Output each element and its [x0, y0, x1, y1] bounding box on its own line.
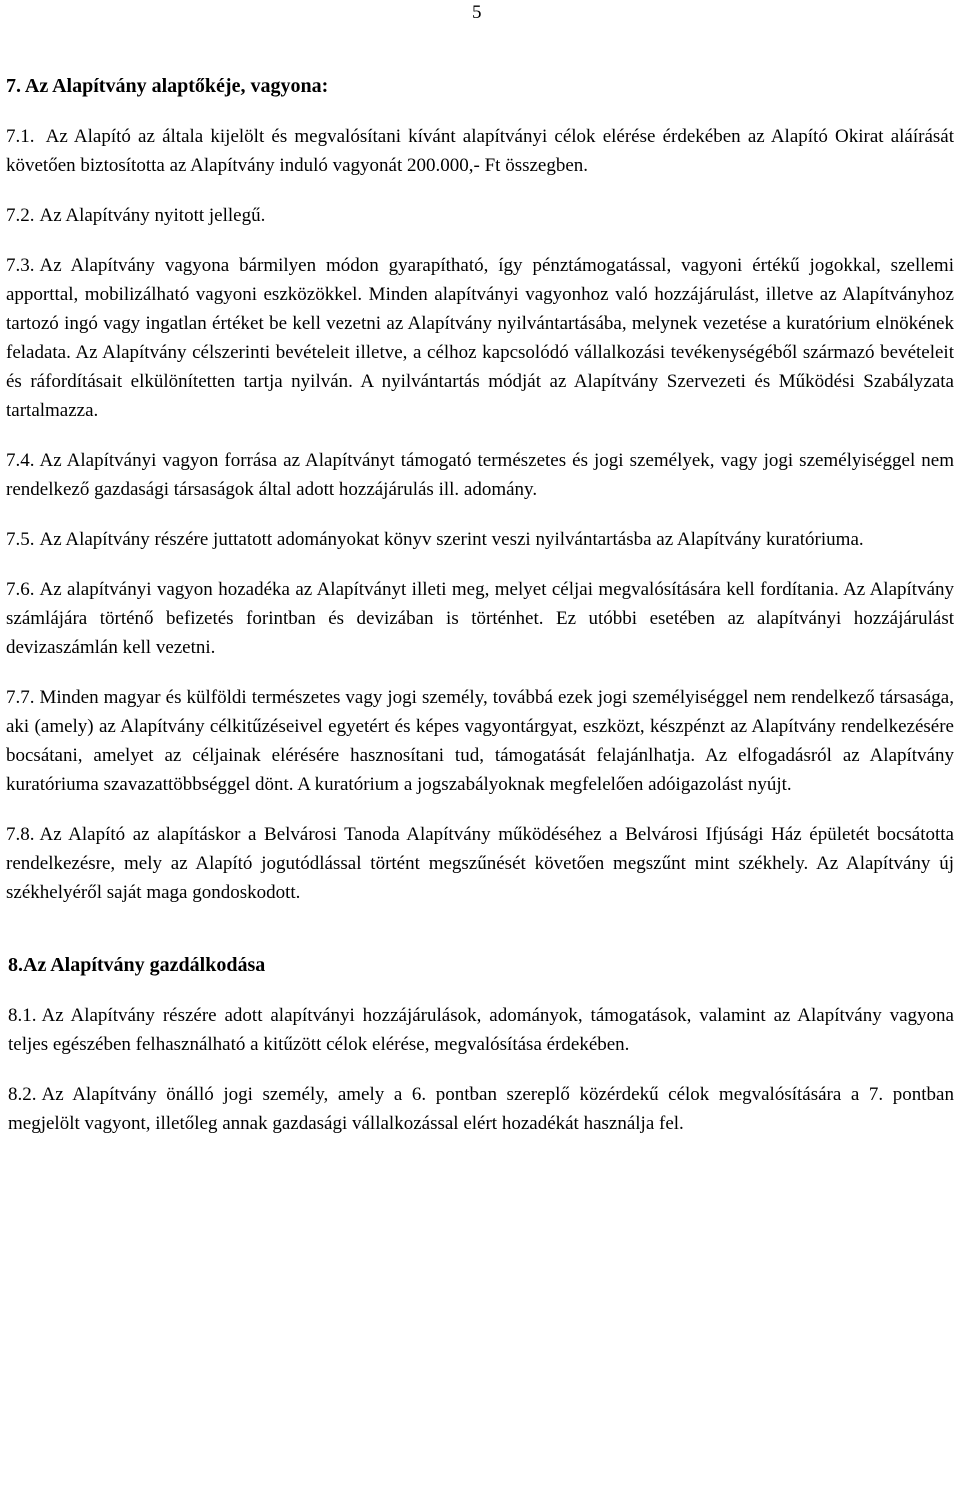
paragraph-7-3 — [6, 251, 954, 425]
paragraph-7-6 — [6, 575, 954, 662]
paragraph-7-1 — [6, 122, 954, 180]
paragraph-text: Az Alapító az általa kijelölt és megvalósítani kívánt alapítványi célok elérése érdekében az Alapító Okirat aláírását követően biztosította az Alapítvány induló vagyonát 200.000,- Ft összegben. — [6, 126, 954, 176]
paragraph-text: Minden magyar és külföldi természetes vagy jogi személy, továbbá ezek jogi személyiséggel nem rendelkező társasága, aki (amely) az Alapítvány célkitűzéseivel egyetért és képes vagyontárgyat, eszközt, készpénzt az Alapítvány rendelkezésére bocsátani, amelyet az céljainak elérésére hasznosítani tud, támogatását felajánlhatja. Az elfogadásról az Alapítvány kuratóriuma szavazattöbbséggel dönt. A kuratórium a jogszabályoknak megfelelően adóigazolást nyújt. — [6, 687, 954, 795]
section-7-heading: 7. Az Alapítvány alaptőkéje, vagyona: — [6, 75, 329, 97]
paragraph-number: 7.2. — [6, 205, 35, 226]
paragraph-number: 7.1. — [6, 126, 35, 147]
paragraph-text: Az Alapítvány önálló jogi személy, amely a 6. pontban szereplő közérdekű célok megvalósítására a 7. pontban megjelölt vagyont, illetőleg annak gazdasági vállalkozással elért hozadékát használja fel. — [8, 1084, 954, 1134]
document-body — [6, 72, 954, 1159]
paragraph-8-2 — [8, 1080, 954, 1138]
paragraph-text: Az Alapítványi vagyon forrása az Alapítványt támogató természetes és jogi személyek, vagy jogi személyiséggel nem rendelkező gazdasági társaságok által adott hozzájárulás ill. adomány. — [6, 450, 954, 500]
paragraph-8-1 — [8, 1001, 954, 1059]
paragraph-7-5 — [6, 525, 954, 554]
page-number: 5 — [472, 2, 482, 23]
paragraph-number: 7.4. — [6, 450, 35, 471]
paragraph-7-4 — [6, 446, 954, 504]
paragraph-7-2 — [6, 201, 954, 230]
paragraph-text: Az Alapítvány részére juttatott adományokat könyv szerint veszi nyilvántartásba az Alapítvány kuratóriuma. — [39, 529, 864, 550]
paragraph-text: Az alapítványi vagyon hozadéka az Alapítványt illeti meg, melyet céljai megvalósítására kell fordítania. Az Alapítvány számlájára történő befizetés forintban és devizában is történhet. Ez utóbbi esetében az alapítványi hozzájárulást devizaszámlán kell vezetni. — [6, 579, 954, 658]
paragraph-text: Az Alapítvány nyitott jellegű. — [39, 205, 266, 226]
paragraph-number: 7.7. — [6, 687, 35, 708]
paragraph-number: 7.3. — [6, 255, 35, 276]
paragraph-number: 8.1. — [8, 1005, 37, 1026]
section-8-heading: 8.Az Alapítvány gazdálkodása — [8, 954, 266, 976]
paragraph-text: Az Alapító az alapításkor a Belvárosi Tanoda Alapítvány működéséhez a Belvárosi Ifjúsági Ház épületét bocsátotta rendelkezésre, mely az Alapító jogutódlással történt megszűnését követően megszűnt mint székhely. Az Alapítvány új székhelyéről saját maga gondoskodott. — [6, 824, 954, 903]
paragraph-7-7 — [6, 683, 954, 799]
paragraph-number: 7.5. — [6, 529, 35, 550]
paragraph-number: 7.8. — [6, 824, 35, 845]
paragraph-7-8 — [6, 820, 954, 907]
paragraph-text: Az Alapítvány részére adott alapítványi hozzájárulások, adományok, támogatások, valamint az Alapítvány vagyona teljes egészében felhasználható a kitűzött célok elérése, megvalósítása érdekében. — [8, 1005, 954, 1055]
paragraph-number: 7.6. — [6, 579, 35, 600]
paragraph-number: 8.2. — [8, 1084, 37, 1105]
paragraph-text: Az Alapítvány vagyona bármilyen módon gyarapítható, így pénztámogatással, vagyoni értékű jogokkal, szellemi apporttal, mobilizálható vagyoni eszközökkel. Minden alapítványi vagyonhoz való hozzájárulást, illetve az Alapítványhoz tartozó ingó vagy ingatlan értéket be kell vezetni az Alapítvány nyilvántartásába, melynek vezetése a kuratórium elnökének feladata. Az Alapítvány célszerinti bevételeit illetve, a célhoz kapcsolódó vállalkozási tevékenységéből származó bevételeit és ráfordításait elkülönítetten tartja nyilván. A nyilvántartás módját az Alapítvány Szervezeti és Működési Szabályzata tartalmazza. — [6, 255, 954, 421]
